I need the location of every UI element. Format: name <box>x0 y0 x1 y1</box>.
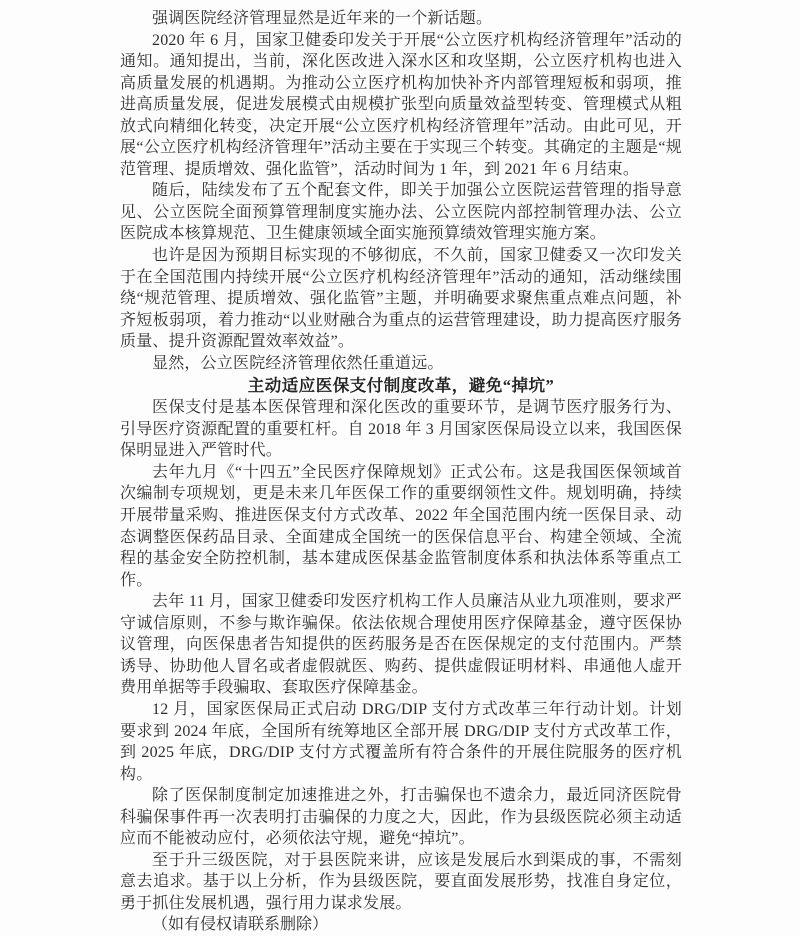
paragraph-2020-notice: 2020 年 6 月，国家卫健委印发关于开展“公立医疗机构经济管理年”活动的通知。通知提出，当前，深化医改进入深水区和攻坚期，公立医疗机构也进入高质量发展的机遇期。为推动公立医疗机构加快补齐内部管理短板和弱项，推进高质量发展，促进发展模式由规模扩张型向质量效益型转变、管理模式从粗放式向精细化转变，决定开展“公立医疗机构经济管理年”活动。由此可见，开展“公立医疗机构经济管理年”活动主要在于实现三个转变。其确定的主题是“规范管理、提质增效、强化监管”，活动时间为 1 年，到 2021 年 6 月结束。 <box>120 31 682 178</box>
document-page <box>120 8 682 936</box>
paragraph-fourteenth-five-plan: 去年九月《“十四五”全民医疗保障规划》正式公布。这是我国医保领域首次编制专项规划，更是未来几年医保工作的重要纲领性文件。规划明确，持续开展带量采购、推进医保支付方式改革、2022 年全国范围内统一医保目录、动态调整医保药品目录、全面建成全国统一的医保信息平台、构建全领域、全流程的基金安全防控机制，基本建成医保基金监管制度体系和执法体系等重点工作。 <box>120 463 682 589</box>
paragraph-intro: 强调医院经济管理显然是近年来的一个新话题。 <box>152 10 493 27</box>
disclaimer-note: （如有侵权请联系删除） <box>152 916 329 934</box>
paragraph-conclusion-management: 显然，公立医院经济管理依然任重道远。 <box>152 354 444 372</box>
paragraph-fraud-crackdown: 除了医保制度制定加速推进之外，打击骗保也不遗余力，最近同济医院骨科骗保事件再一次表明打击骗保的力度之大，因此，作为县级医院必须主动适应而不能被动应付，必须依法守规，避免“掉坑”。 <box>120 787 682 848</box>
paragraph-insurance-payment: 医保支付是基本医保管理和深化医改的重要环节，是调节医疗服务行为、引导医疗资源配置的重要杠杆。自 2018 年 3 月国家医保局设立以来，我国医保保明显进入严管时代。 <box>120 399 682 460</box>
paragraph-continued-activity: 也许是因为预期目标实现的不够彻底，不久前，国家卫健委又一次印发关于在全国范围内持续开展“公立医疗机构经济管理年”活动的通知，活动继续围绕“规范管理、提质增效、强化监管”主题，并明确要求聚焦重点难点问题，补齐短板弱项，着力推动“以业财融合为重点的运营管理建设，助力提高医疗服务质量、提升资源配置效率效益”。 <box>120 247 682 351</box>
paragraph-supporting-documents: 随后，陆续发布了五个配套文件，即关于加强公立医院运营管理的指导意见、公立医院全面预算管理制度实施办法、公立医院内部控制管理办法、公立医院成本核算规范、卫生健康领域全面实施预算绩效管理实施方案。 <box>120 182 682 243</box>
paragraph-county-hospital-advice: 至于升三级医院，对于县医院来讲，应该是发展后水到渠成的事，不需刻意去追求。基于以上分析，作为县级医院，要直面发展形势，找准自身定位，勇于抓住发展机遇，强行用力谋求发展。 <box>120 851 682 912</box>
section-heading-medical-insurance-reform: 主动适应医保支付制度改革，避免“掉坑” <box>247 376 555 396</box>
paragraph-integrity-rules: 去年 11 月，国家卫健委印发医疗机构工作人员廉洁从业九项准则，要求严守诚信原则，不参与欺诈骗保。依法依规合理使用医疗保障基金，遵守医保协议管理，向医保患者告知提供的医药服务是否在医保规定的支付范围内。严禁诱导、协助他人冒名或者虚假就医、购药、提供虚假证明材料、串通他人虚开费用单据等手段骗取、套取医疗保障基金。 <box>120 593 682 697</box>
paragraph-drg-dip-plan: 12 月，国家医保局正式启动 DRG/DIP 支付方式改革三年行动计划。计划要求到 2024 年底，全国所有统筹地区全部开展 DRG/DIP 支付方式改革工作，到 2025 年底，DRG/DIP 支付方式覆盖所有符合条件的开展住院服务的医疗机构。 <box>120 700 682 783</box>
